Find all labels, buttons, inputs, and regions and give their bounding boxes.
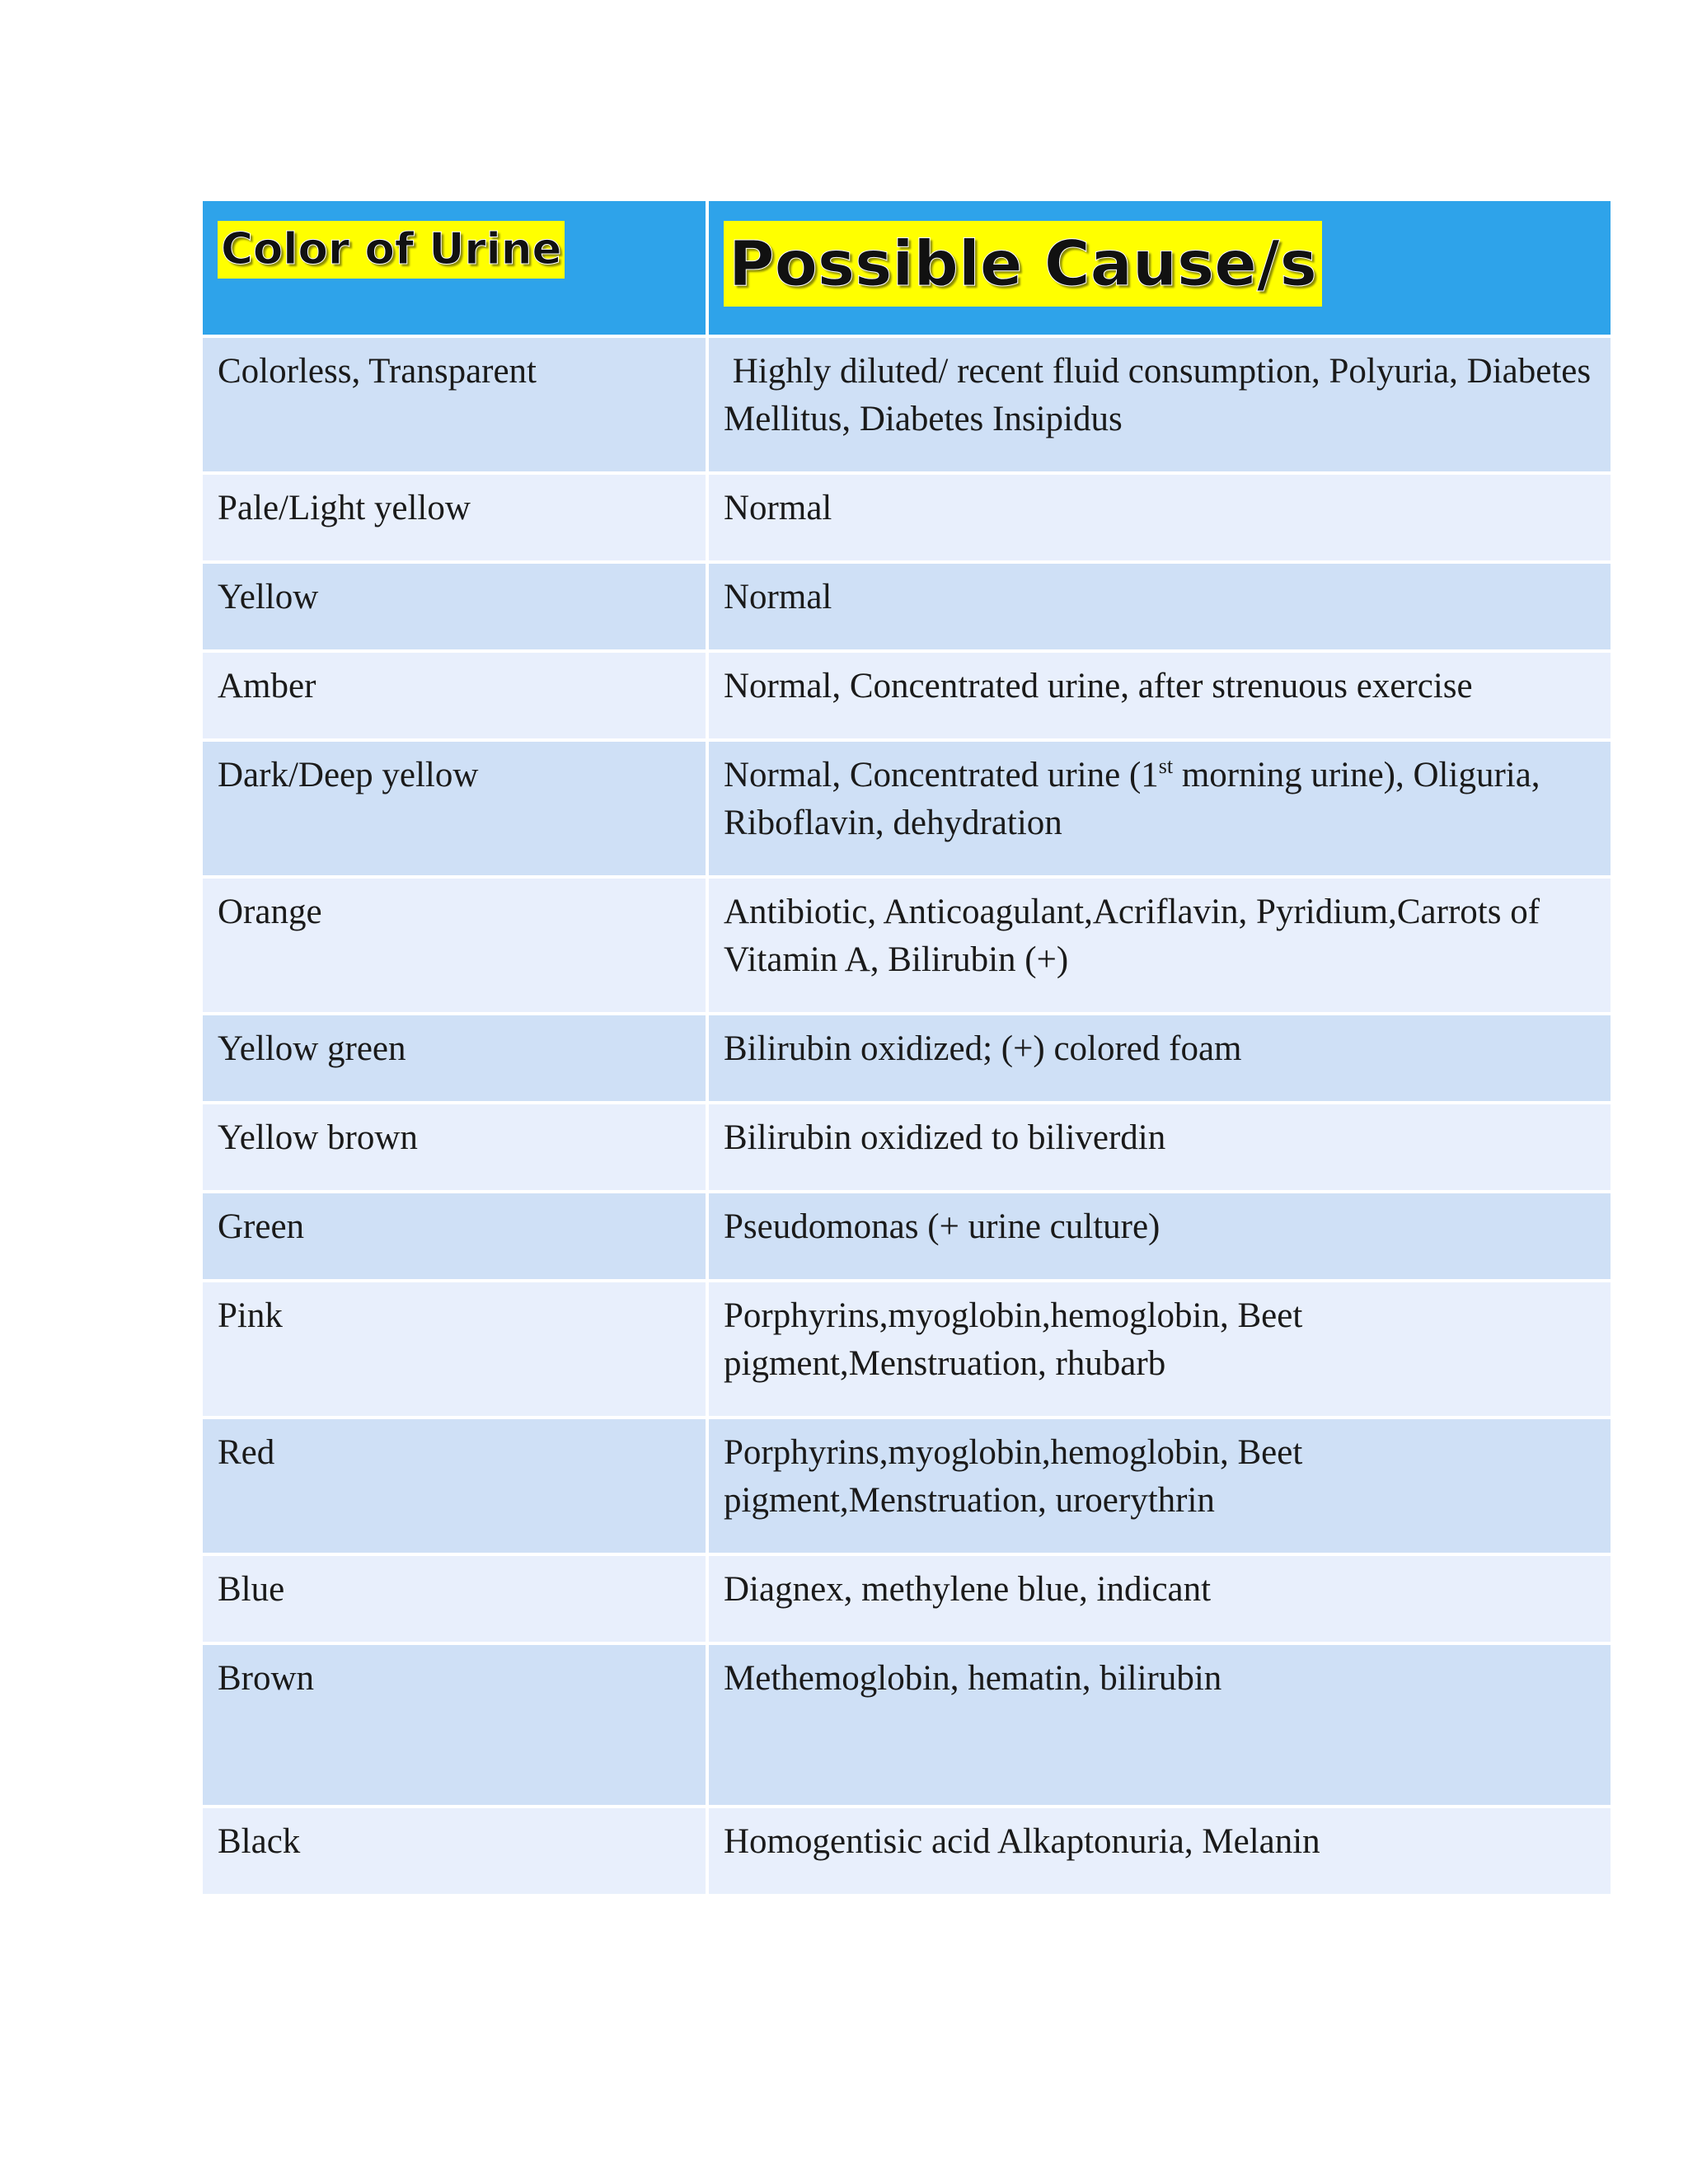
color-cell: Brown: [201, 1643, 707, 1807]
cause-text-part: morning urine), Oliguria, Riboflavin, dehydration: [724, 756, 1540, 842]
color-cell: Yellow green: [201, 1014, 707, 1103]
color-cell: Orange: [201, 877, 707, 1014]
table-row: [201, 1281, 1612, 1418]
color-cell: Yellow: [201, 562, 707, 651]
table-row: [201, 473, 1612, 562]
cause-cell: [707, 740, 1612, 877]
color-cell: Black: [201, 1807, 707, 1896]
color-cell: Pale/Light yellow: [201, 473, 707, 562]
cause-cell: Normal, Concentrated urine, after strenuous exercise: [707, 651, 1612, 740]
color-cell: Yellow brown: [201, 1103, 707, 1192]
cause-cell: Normal: [707, 562, 1612, 651]
color-cell: Pink: [201, 1281, 707, 1418]
color-cell: Red: [201, 1418, 707, 1554]
cause-cell: Highly diluted/ recent fluid consumption, Polyuria, Diabetes Mellitus, Diabetes Insipidus: [707, 336, 1612, 473]
cause-cell: Bilirubin oxidized to biliverdin: [707, 1103, 1612, 1192]
cause-cell: Porphyrins,myoglobin,hemoglobin, Beet pigment,Menstruation, rhubarb: [707, 1281, 1612, 1418]
header-possible-causes: Possible Cause/s: [724, 221, 1322, 307]
table-row: [201, 1554, 1612, 1643]
table-row: [201, 877, 1612, 1014]
table-row: [201, 1103, 1612, 1192]
color-cell: Amber: [201, 651, 707, 740]
cause-cell: Antibiotic, Anticoagulant,Acriflavin, Pyridium,Carrots of Vitamin A, Bilirubin (+): [707, 877, 1612, 1014]
table-row: [201, 1192, 1612, 1281]
header-cell-cause: [707, 199, 1612, 336]
header-color-of-urine: Color of Urine: [218, 221, 565, 279]
cause-cell: Diagnex, methylene blue, indicant: [707, 1554, 1612, 1643]
cause-cell: Normal: [707, 473, 1612, 562]
table-row: [201, 336, 1612, 473]
cause-cell: Porphyrins,myoglobin,hemoglobin, Beet pigment,Menstruation, uroerythrin: [707, 1418, 1612, 1554]
table-row: [201, 1807, 1612, 1896]
header-cell-color: [201, 199, 707, 336]
color-cell: Blue: [201, 1554, 707, 1643]
cause-cell: Bilirubin oxidized; (+) colored foam: [707, 1014, 1612, 1103]
color-cell: Dark/Deep yellow: [201, 740, 707, 877]
cause-text-part: Normal, Concentrated urine (1: [724, 756, 1159, 794]
table-row: [201, 562, 1612, 651]
table-row: [201, 651, 1612, 740]
table-row: [201, 1014, 1612, 1103]
color-cell: Colorless, Transparent: [201, 336, 707, 473]
table-header-row: [201, 199, 1612, 336]
ordinal-suffix: st: [1158, 754, 1174, 778]
table-row: [201, 1418, 1612, 1554]
table-row: [201, 740, 1612, 877]
cause-cell: Homogentisic acid Alkaptonuria, Melanin: [707, 1807, 1612, 1896]
color-cell: Green: [201, 1192, 707, 1281]
urine-color-table: [199, 198, 1614, 1897]
table-row: [201, 1643, 1612, 1807]
cause-cell: Pseudomonas (+ urine culture): [707, 1192, 1612, 1281]
cause-cell: Methemoglobin, hematin, bilirubin: [707, 1643, 1612, 1807]
